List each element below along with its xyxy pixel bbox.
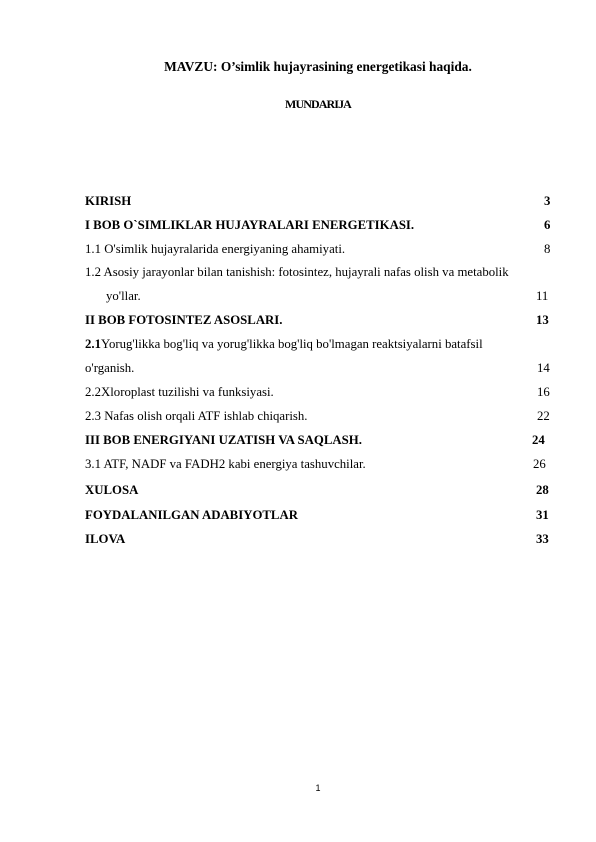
toc-entry-bob3 [85,433,555,449]
toc-entry-title: 3.1 ATF, NADF va FADH2 kabi energiya tashuvchilar. [85,457,366,471]
toc-entry-title: III BOB ENERGIYANI UZATISH VA SAQLASH. [85,433,362,447]
toc-entry-bob1 [85,218,555,234]
toc-entry-title: KIRISH [85,194,132,208]
toc-entry-page: 8 [544,242,551,256]
toc-entry-kirish [85,194,555,210]
toc-entry-3-1 [85,457,555,473]
contents-heading: MUNDARIJA [285,97,351,111]
toc-entry-title-continued: o'rganish. [85,361,135,375]
toc-entry-2-2 [85,385,555,401]
toc-entry-2-1 [85,337,555,353]
toc-entry-page: 16 [537,385,550,399]
toc-entry-page: 31 [536,508,549,522]
toc-entry-page: 6 [544,218,551,232]
toc-entry-title [85,337,483,352]
toc-entry-text: Yorug'likka bog'liq va yorug'likka bog'liq bo'lmagan reaktsiyalarni batafsil [101,337,483,351]
toc-entry-title: 1.2 Asosiy jarayonlar bilan tanishish: fotosintez, hujayrali nafas olish va metabolik [85,265,509,279]
toc-entry-1-1 [85,242,555,258]
toc-entry-title: XULOSA [85,483,139,497]
toc-entry-title: 2.2Xloroplast tuzilishi va funksiyasi. [85,385,274,399]
toc-entry-page: 24 [532,433,545,447]
toc-entry-title: ILOVA [85,532,126,546]
toc-entry-1-2-cont [85,289,555,305]
toc-entry-page: 3 [544,194,551,208]
toc-entry-title-continued: yo'llar. [106,289,141,303]
toc-entry-2-3 [85,409,555,425]
toc-entry-title: 2.3 Nafas olish orqali ATF ishlab chiqarish. [85,409,308,423]
toc-entry-page: 22 [537,409,550,423]
toc-entry-title: II BOB FOTOSINTEZ ASOSLARI. [85,313,283,327]
toc-entry-title: 1.1 O'simlik hujayralarida energiyaning ahamiyati. [85,242,346,256]
toc-entry-bob2 [85,313,555,329]
toc-entry-page: 11 [536,289,549,303]
toc-entry-page: 28 [536,483,549,497]
toc-entry-page: 26 [533,457,546,471]
toc-entry-2-1-cont [85,361,555,377]
toc-entry-page: 33 [536,532,549,546]
toc-entry-xulosa [85,483,555,499]
toc-entry-ilova [85,532,555,548]
page-number: 1 [315,783,321,793]
toc-entry-page: 14 [537,361,550,375]
toc-entry-1-2 [85,265,555,281]
toc-entry-title: FOYDALANILGAN ADABIYOTLAR [85,508,298,522]
toc-entry-adabiyotlar [85,508,555,524]
toc-entry-number: 2.1 [85,337,101,351]
toc-entry-title: I BOB O`SIMLIKLAR HUJAYRALARI ENERGETIKASI. [85,218,415,232]
toc-entry-page: 13 [536,313,549,327]
document-title: MAVZU: O’simlik hujayrasining energetikasi haqida. [164,59,472,74]
